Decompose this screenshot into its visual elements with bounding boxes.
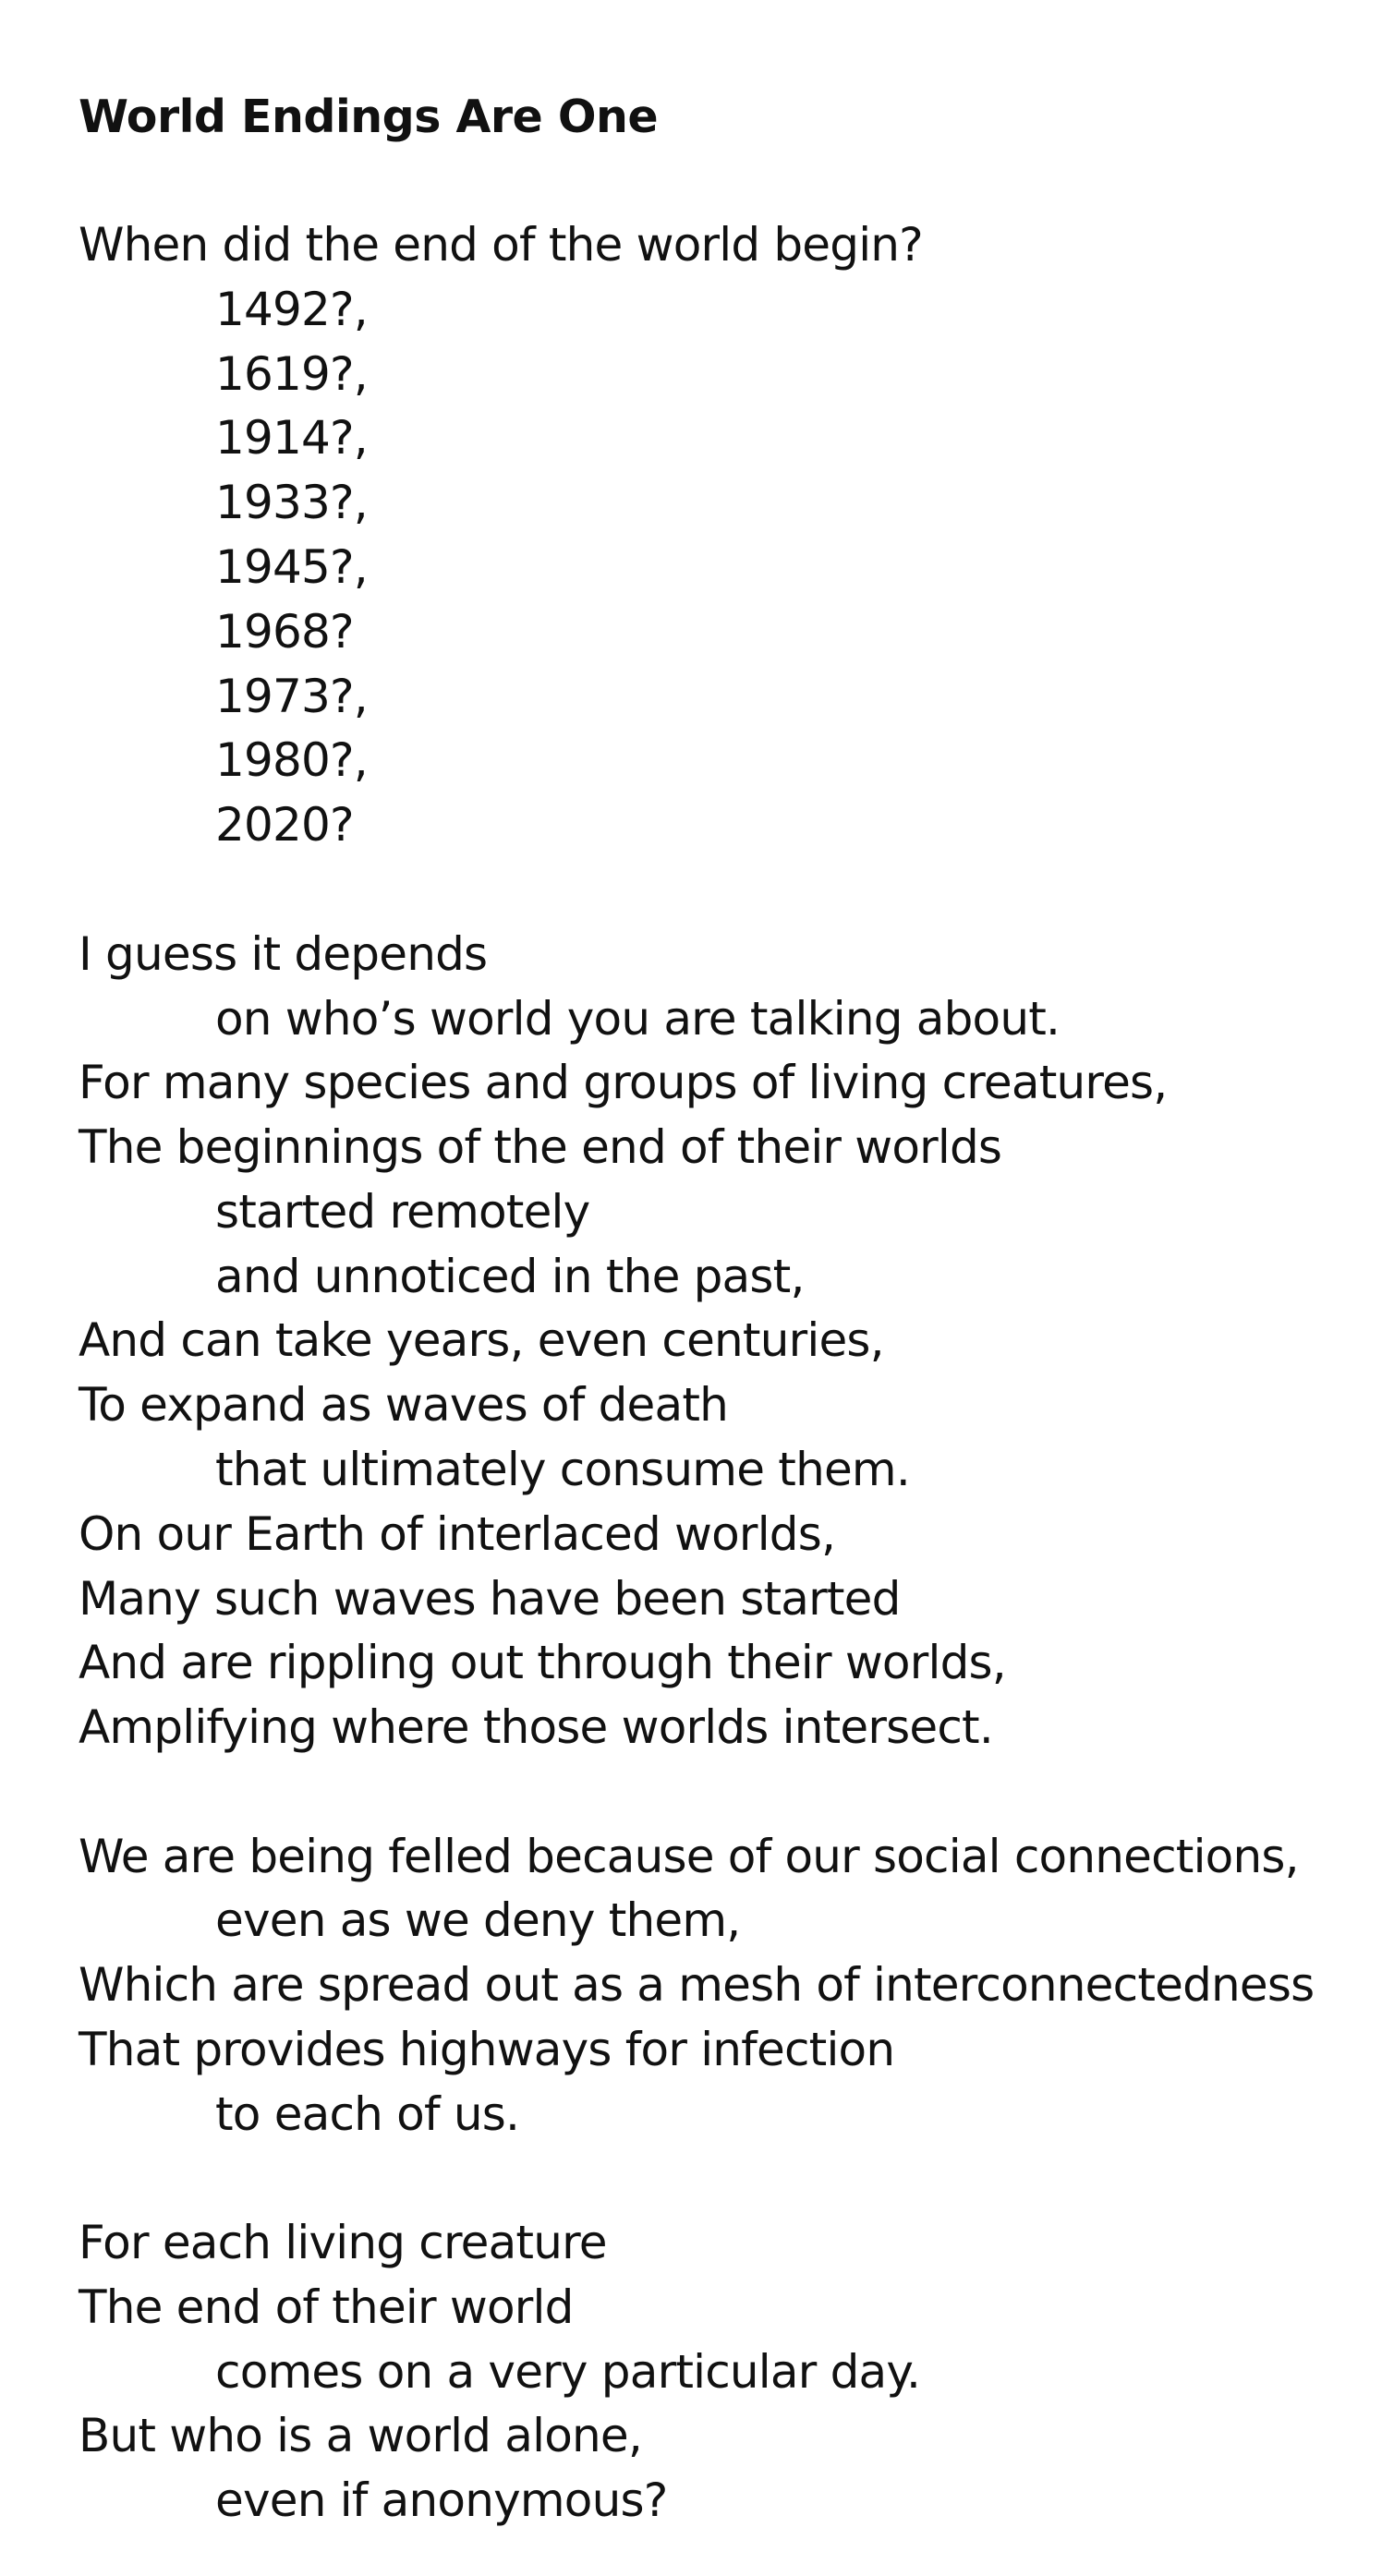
poem-line: to each of us. [215,2087,520,2141]
poem-line: and unnoticed in the past, [215,1250,805,1303]
poem-line: And can take years, even centuries, [79,1313,884,1367]
poem-line: But who is a world alone, [79,2409,642,2462]
poem-title: World Endings Are One [79,91,659,143]
poem-line: And are rippling out through their worlds, [79,1636,1006,1689]
poem-line: 1980?, [215,733,368,787]
poem-line: 2020? [215,798,354,852]
poem-line: I guess it depends [79,927,488,981]
poem-line: 1968? [215,605,354,659]
poem-line: 1973?, [215,670,368,723]
poem-line: even as we deny them, [215,1893,741,1947]
poem-line: Many such waves have been started [79,1572,901,1626]
poem-line: For many species and groups of living creatures, [79,1056,1168,1109]
poem-line: The beginnings of the end of their worlds [79,1120,1002,1174]
poem-line: 1945?, [215,540,368,594]
poem-line: 1933?, [215,476,368,529]
poem-line: on who’s world you are talking about. [215,992,1061,1046]
poem-line: The end of their world [79,2280,574,2334]
poem-line: started remotely [215,1185,590,1239]
poem-line: For each living creature [79,2216,607,2269]
poem-line: Amplifying where those worlds intersect. [79,1700,993,1754]
poem-line: We are being felled because of our social connections, [79,1830,1299,1883]
poem-line: When did the end of the world begin? [79,218,923,272]
poem-line: comes on a very particular day. [215,2345,921,2399]
poem-line: On our Earth of interlaced worlds, [79,1507,836,1561]
poem-line: To expand as waves of death [79,1378,729,1432]
poem-line: 1619?, [215,347,368,401]
poem-line: Which are spread out as a mesh of interconnectedness [79,1958,1315,2012]
poem-line: that ultimately consume them. [215,1443,910,1496]
poem-line: even if anonymous? [215,2473,668,2527]
poem-line: 1492?, [215,283,368,336]
poem-line: That provides highways for infection [79,2023,895,2076]
poem-line: 1914?, [215,411,368,465]
